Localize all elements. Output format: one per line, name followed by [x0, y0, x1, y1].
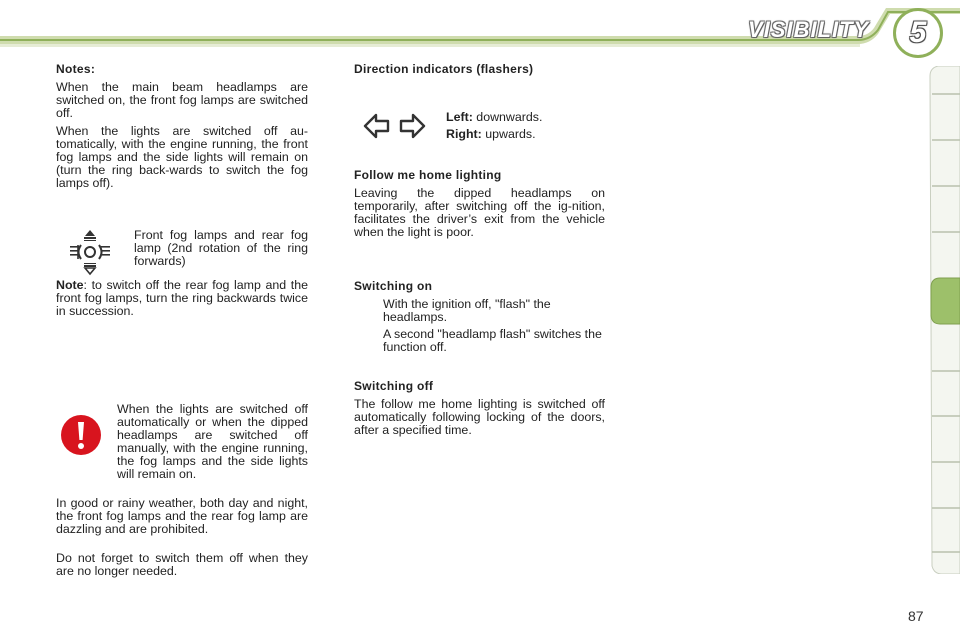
left-value: downwards. [476, 110, 543, 124]
warning-text: When the lights are switched off automatically or when the dipped headlamps are switched off manually, with the engine running, the fog lamps and the side lights will remain on. [117, 402, 308, 481]
reminder-note: Do not forget to switch them off when they are no longer needed. [56, 551, 308, 578]
note-label: Note [56, 278, 84, 292]
arrow-left-icon [363, 112, 391, 140]
switching-on-step-1: With the ignition off, "flash" the headlamps. [383, 297, 551, 324]
arrow-right-icon [398, 112, 426, 140]
follow-me-home-heading: Follow me home lighting [354, 168, 502, 182]
switching-on-step-2: A second "headlamp flash" switches the function off. [383, 327, 602, 354]
note-main-beam: When the main beam headlamps are switched on, the front fog lamps are switched off. [56, 80, 308, 120]
chapter-title: VISIBILITY [748, 17, 870, 42]
switching-off-text: The follow me home lighting is switched off automatically following locking of the doors, after a specified time. [354, 397, 605, 437]
note-text: : to switch off the rear fog lamp and the front fog lamps, turn the ring backwards twice in succession. [56, 278, 308, 318]
direction-indicators-heading: Direction indicators (flashers) [354, 62, 534, 76]
note-switch-off [56, 279, 308, 318]
fog-lamp-icon [66, 228, 114, 276]
note-auto-lights: When the lights are switched off au-tomatically, with the engine running, the front fog lamps and the side lights will remain on (turn the ring back-wards to switch the fog lamps off). [56, 124, 308, 190]
weather-note: In good or rainy weather, both day and night, the front fog lamps and the rear fog lamp are dazzling and are prohibited. [56, 496, 308, 536]
switching-on-heading: Switching on [354, 279, 433, 293]
chapter-number: 5 [893, 8, 943, 58]
switching-off-heading: Switching off [354, 379, 434, 393]
page-number: 87 [908, 608, 924, 624]
chapter-tabs [926, 66, 960, 574]
right-value: upwards. [485, 127, 536, 141]
flasher-right [446, 128, 536, 141]
left-label: Left: [446, 110, 473, 124]
follow-me-home-text: Leaving the dipped headlamps on temporarily, after switching off the ig-nition, facilitates the driver’s exit from the vehicle when the light is poor. [354, 186, 605, 239]
right-label: Right: [446, 127, 482, 141]
warning-icon [58, 412, 104, 458]
fog-lamps-description: Front fog lamps and rear fog lamp (2nd rotation of the ring forwards) [134, 228, 308, 268]
notes-heading: Notes: [56, 62, 96, 76]
flasher-left [446, 111, 542, 124]
